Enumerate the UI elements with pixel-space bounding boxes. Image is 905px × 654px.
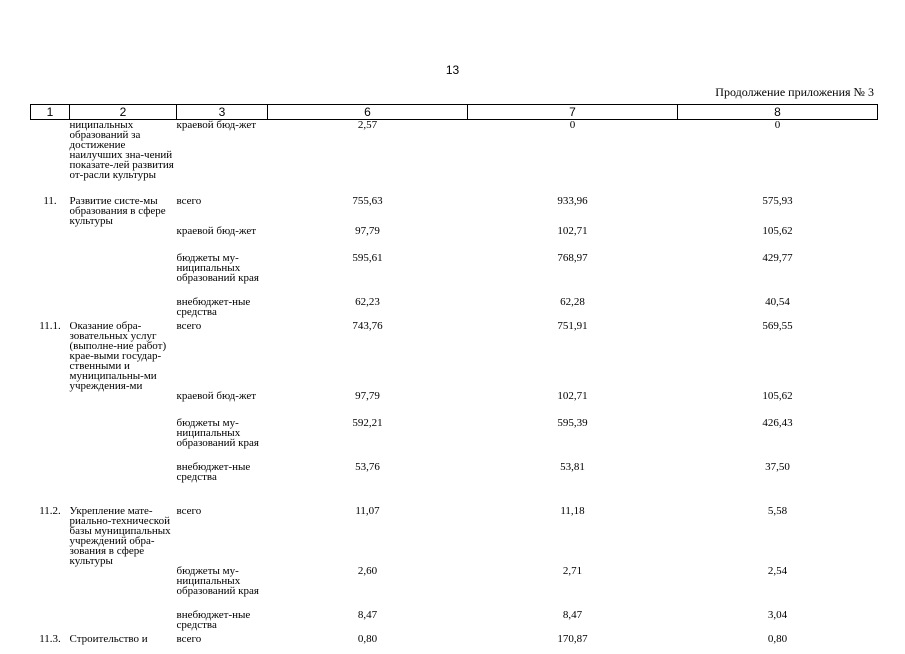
row-name: Строительство и [69, 632, 148, 645]
row-source: внебюджет-ные средства [176, 295, 251, 318]
row-value-6: 743,76 [352, 319, 383, 332]
row-value-8: 426,43 [762, 416, 793, 429]
row-index [31, 610, 70, 634]
table-row [31, 226, 878, 253]
row-index [31, 391, 70, 418]
row-source: краевой бюд-жет [176, 389, 257, 402]
row-value-7: 170,87 [557, 632, 588, 645]
row-value-7: 102,71 [557, 389, 588, 402]
row-source: внебюджет-ные средства [176, 460, 251, 483]
row-source: бюджеты му-ниципальных образований края [176, 251, 259, 284]
header-row [31, 105, 878, 120]
table-row [31, 391, 878, 418]
row-name: Оказание обра-зовательных услуг (выполне-ние работ) крае-выми государ-ственными и муниципальны-ми учреждения-ми [69, 319, 167, 392]
row-value-8: 5,58 [767, 504, 788, 517]
row-value-8: 0,80 [767, 632, 788, 645]
row-value-7: 53,81 [560, 460, 585, 473]
row-name [70, 226, 177, 253]
row-value-8: 105,62 [762, 389, 793, 402]
row-name [70, 253, 177, 297]
row-value-6: 8,47 [357, 608, 378, 621]
row-value-7: 102,71 [557, 224, 588, 237]
row-index [31, 418, 70, 462]
table-row [31, 196, 878, 226]
row-source: всего [176, 632, 202, 645]
row-source: бюджеты му-ниципальных образований края [176, 416, 259, 449]
table-row [31, 634, 878, 654]
row-value-6: 62,23 [355, 295, 380, 308]
row-value-7: 0 [569, 119, 576, 131]
row-index [31, 462, 70, 506]
row-value-7: 2,71 [562, 564, 583, 577]
appendix-label: Продолжение приложения № 3 [715, 85, 874, 99]
header-col-6: 6 [268, 105, 468, 120]
table-row [31, 120, 878, 196]
row-value-6: 595,61 [352, 251, 383, 264]
table-row [31, 506, 878, 566]
table-row [31, 297, 878, 321]
row-name [70, 566, 177, 610]
row-value-6: 97,79 [355, 389, 380, 402]
row-source: всего [176, 319, 202, 332]
row-source: краевой бюд-жет [176, 224, 257, 237]
row-name: Развитие систе-мы образования в сфере культуры [69, 194, 166, 227]
row-source: бюджеты му-ниципальных образований края [176, 564, 259, 597]
row-index: 11. [43, 194, 57, 207]
row-name: Укрепление мате-риально-технической базы муниципальных учреждений обра-зования в сфере культуры [69, 504, 171, 567]
row-source: всего [176, 504, 202, 517]
row-index [31, 566, 70, 610]
table-row [31, 566, 878, 610]
budget-table [30, 104, 878, 654]
row-value-8: 40,54 [765, 295, 790, 308]
row-value-7: 62,28 [560, 295, 585, 308]
row-value-7: 768,97 [557, 251, 588, 264]
row-value-8: 3,04 [767, 608, 788, 621]
row-value-8: 569,55 [762, 319, 793, 332]
header-col-7: 7 [468, 105, 678, 120]
row-index [31, 253, 70, 297]
row-value-7: 8,47 [562, 608, 583, 621]
row-value-8: 0 [774, 119, 781, 131]
row-name [70, 462, 177, 506]
row-value-6: 11,07 [355, 504, 380, 517]
row-value-8: 2,54 [767, 564, 788, 577]
header-col-2: 2 [70, 105, 177, 120]
row-index: 11.2. [39, 504, 61, 517]
table-row [31, 253, 878, 297]
row-index [31, 297, 70, 321]
row-value-7: 11,18 [560, 504, 585, 517]
table-row [31, 418, 878, 462]
header-col-8: 8 [678, 105, 878, 120]
row-name [70, 610, 177, 634]
row-name [70, 297, 177, 321]
row-value-7: 751,91 [557, 319, 588, 332]
row-source: внебюджет-ные средства [176, 608, 251, 631]
row-source: всего [176, 194, 202, 207]
table-body [31, 120, 878, 654]
row-value-8: 429,77 [762, 251, 793, 264]
row-value-6: 2,57 [357, 119, 378, 131]
table-row [31, 321, 878, 391]
header-col-1: 1 [31, 105, 70, 120]
row-name [70, 418, 177, 462]
row-index [31, 120, 70, 196]
row-index: 11.3. [39, 632, 61, 645]
row-value-8: 105,62 [762, 224, 793, 237]
table-row [31, 610, 878, 634]
row-value-7: 595,39 [557, 416, 588, 429]
row-value-6: 755,63 [352, 194, 383, 207]
table-header [31, 105, 878, 120]
row-source: краевой бюд-жет [176, 119, 257, 131]
header-col-3: 3 [177, 105, 268, 120]
table-row [31, 462, 878, 506]
row-index: 11.1. [39, 319, 61, 332]
page-number: 13 [445, 63, 460, 77]
row-value-6: 0,80 [357, 632, 378, 645]
row-value-6: 53,76 [355, 460, 380, 473]
row-value-7: 933,96 [557, 194, 588, 207]
row-value-8: 37,50 [765, 460, 790, 473]
row-value-6: 97,79 [355, 224, 380, 237]
row-name: ниципальных образований за достижение наилучших зна-чений показате-лей развития от-расли культуры [69, 119, 174, 181]
row-name [70, 391, 177, 418]
row-value-6: 2,60 [357, 564, 378, 577]
row-value-6: 592,21 [352, 416, 383, 429]
row-value-8: 575,93 [762, 194, 793, 207]
row-index [31, 226, 70, 253]
